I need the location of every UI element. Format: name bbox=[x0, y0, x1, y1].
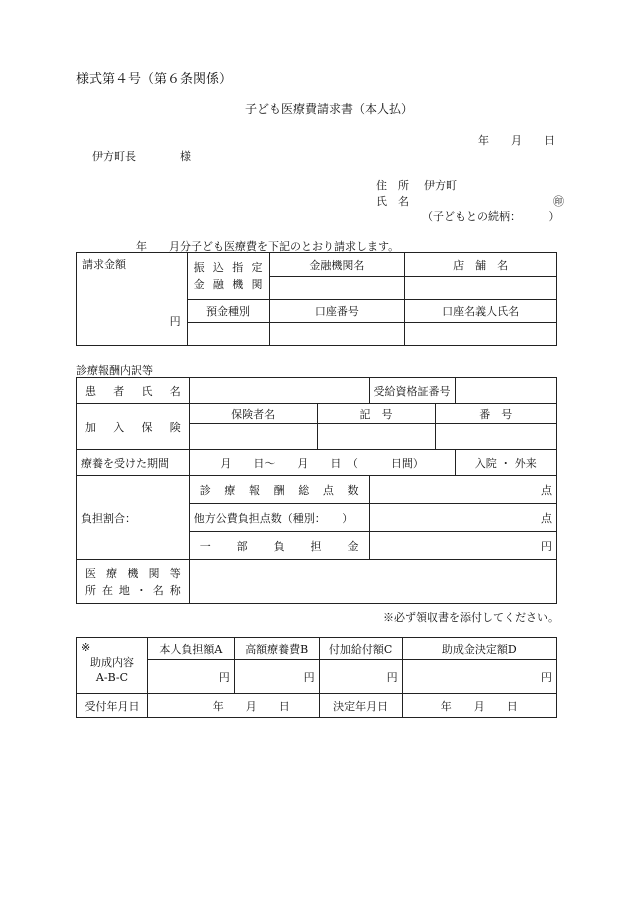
deposit-type-value[interactable] bbox=[187, 323, 269, 346]
bank-designation-cell bbox=[187, 253, 269, 300]
patient-name-value[interactable] bbox=[189, 378, 369, 404]
name-label: 氏 名 bbox=[376, 195, 409, 208]
number-value[interactable] bbox=[435, 424, 557, 450]
col-c-header: 付加給付額C bbox=[319, 638, 402, 660]
number-header: 番 号 bbox=[435, 404, 557, 424]
col-a-value[interactable]: 円 bbox=[147, 660, 234, 694]
seal-mark: ㊞ bbox=[553, 195, 564, 208]
received-date-value[interactable]: 年 月 日 bbox=[147, 694, 319, 718]
institution-label-2: 所在地・名称 bbox=[85, 583, 181, 597]
institution-label-1: 医療機関等 bbox=[85, 566, 181, 580]
col-d-header: 助成金決定額D bbox=[402, 638, 556, 660]
institution-value[interactable] bbox=[189, 560, 556, 604]
aid-label-1: 助成内容 bbox=[89, 656, 134, 669]
account-number-header: 口座番号 bbox=[269, 300, 405, 323]
insurance-label: 加入保険 bbox=[77, 404, 190, 450]
decision-date-label: 決定年月日 bbox=[319, 694, 402, 718]
bank-label-2: 金融機関 bbox=[193, 278, 263, 291]
branch-value[interactable] bbox=[405, 277, 557, 300]
other-public-label: 他方公費負担点数（種別： ） bbox=[189, 504, 369, 532]
copay-unit[interactable]: 円 bbox=[369, 532, 557, 560]
office-mark: ※ bbox=[81, 641, 91, 654]
addressee: 伊方町長 様 bbox=[92, 150, 191, 163]
address-label: 住 所 bbox=[376, 179, 409, 192]
copay-label: 一部負担金 bbox=[189, 532, 369, 560]
other-public-unit[interactable]: 点 bbox=[369, 504, 557, 532]
burden-label: 負担割合： bbox=[77, 476, 190, 560]
inpatient-outpatient[interactable]: 入院 ・ 外来 bbox=[455, 450, 557, 476]
col-b-value[interactable]: 円 bbox=[234, 660, 319, 694]
patient-name-label: 患者氏名 bbox=[77, 378, 190, 404]
symbol-value[interactable] bbox=[317, 424, 435, 450]
account-holder-header: 口座名義人氏名 bbox=[405, 300, 557, 323]
bank-name-value[interactable] bbox=[269, 277, 405, 300]
col-c-value[interactable]: 円 bbox=[319, 660, 402, 694]
decision-date-value[interactable]: 年 月 日 bbox=[402, 694, 556, 718]
branch-header: 店 舗 名 bbox=[405, 253, 557, 277]
total-points-label: 診療報酬総点数 bbox=[189, 476, 369, 504]
cert-number-label: 受給資格証番号 bbox=[369, 378, 455, 404]
aid-label-2: A-B-C bbox=[95, 671, 129, 684]
claim-amount-yen: 円 bbox=[169, 315, 181, 328]
symbol-header: 記 号 bbox=[317, 404, 435, 424]
claim-statement: 年 月分子ども医療費を下記のとおり請求します。 bbox=[136, 240, 400, 253]
col-a-header: 本人負担額A bbox=[147, 638, 234, 660]
insurer-name-value[interactable] bbox=[189, 424, 317, 450]
col-d-value[interactable]: 円 bbox=[402, 660, 556, 694]
relation-field: （子どもとの続柄： ） bbox=[422, 210, 560, 223]
breakdown-title: 診療報酬内訳等 bbox=[76, 364, 153, 377]
insurer-name-header: 保険者名 bbox=[189, 404, 317, 424]
period-value[interactable]: 月 日〜 月 日 （ 日間） bbox=[189, 450, 455, 476]
account-holder-value[interactable] bbox=[405, 323, 557, 346]
receipt-note: ※必ず領収書を添付してください。 bbox=[383, 611, 559, 624]
institution-label-cell bbox=[77, 560, 190, 604]
form-number: 様式第４号（第６条関係） bbox=[76, 72, 233, 87]
claim-table bbox=[76, 252, 557, 346]
total-points-unit[interactable]: 点 bbox=[369, 476, 557, 504]
claim-amount-cell bbox=[77, 253, 188, 346]
deposit-type-header: 預金種別 bbox=[187, 300, 269, 323]
col-b-header: 高額療養費B bbox=[234, 638, 319, 660]
form-title: 子ども医療費請求書（本人払） bbox=[245, 102, 414, 116]
bank-name-header: 金融機関名 bbox=[269, 253, 405, 277]
aid-content-cell bbox=[77, 638, 148, 694]
breakdown-table bbox=[76, 377, 557, 604]
received-date-label: 受付年月日 bbox=[77, 694, 148, 718]
address-value: 伊方町 bbox=[424, 179, 457, 192]
account-number-value[interactable] bbox=[269, 323, 405, 346]
period-label: 療養を受けた期間 bbox=[77, 450, 190, 476]
bank-label-1: 振込指定 bbox=[193, 261, 263, 274]
cert-number-value[interactable] bbox=[455, 378, 557, 404]
date-line: 年 月 日 bbox=[478, 134, 555, 147]
office-use-table bbox=[76, 637, 557, 718]
claim-amount-label: 請求金額 bbox=[82, 258, 126, 271]
